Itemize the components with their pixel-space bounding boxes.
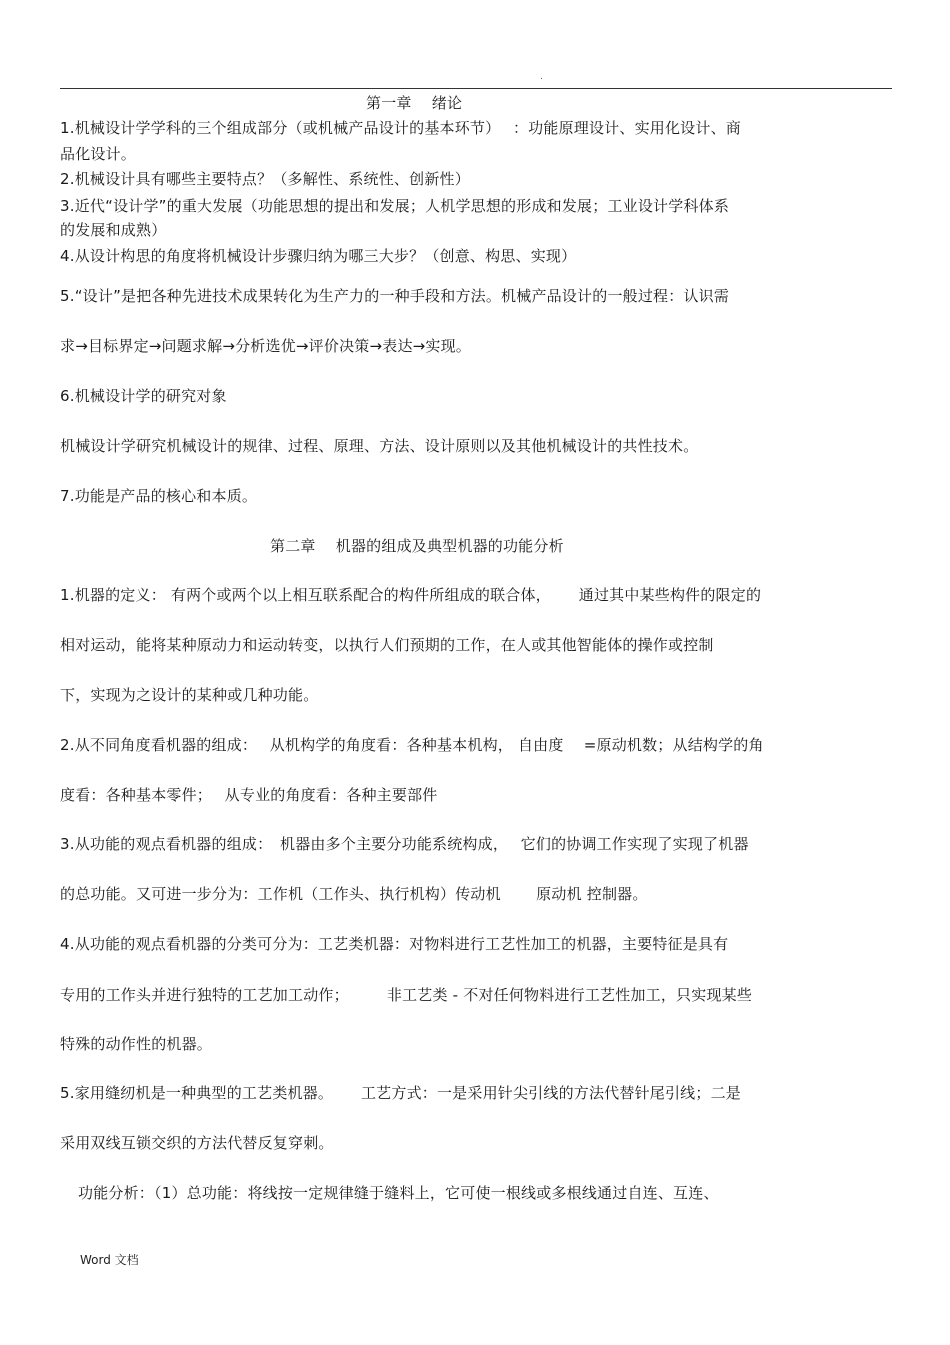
- ch1-line-11: 7.功能是产品的核心和本质。: [60, 487, 258, 505]
- ch2-line-4: 2.从不同角度看机器的组成： 从机构学的角度看：各种基本机构， 自由度 =原动机数；从结构学的角: [60, 736, 764, 754]
- header-rule: [60, 88, 892, 89]
- ch2-line-12: 采用双线互锁交织的方法代替反复穿刺。: [60, 1134, 334, 1152]
- ch1-line-9: 6.机械设计学的研究对象: [60, 387, 227, 405]
- ch2-line-5: 度看：各种基本零件； 从专业的角度看：各种主要部件: [60, 786, 438, 804]
- chapter1-title: 第一章 绪论: [366, 94, 463, 112]
- ch1-line-5: 的发展和成熟）: [60, 221, 167, 239]
- ch1-line-3: 2.机械设计具有哪些主要特点？（多解性、系统性、创新性）: [60, 170, 470, 188]
- ch2-line-13: 功能分析：（1）总功能：将线按一定规律缝于缝料上，它可使一根线或多根线通过自连、互连、: [78, 1184, 719, 1202]
- ch1-line-8: 求→目标界定→问题求解→分析选优→评价决策→表达→实现。: [60, 337, 472, 355]
- ch2-line-8: 4.从功能的观点看机器的分类可分为：工艺类机器：对物料进行工艺性加工的机器，主要特征是具有: [60, 935, 729, 953]
- ch2-line-2: 相对运动，能将某种原动力和运动转变，以执行人们预期的工作，在人或其他智能体的操作或控制: [60, 636, 714, 654]
- ch2-line-7: 的总功能。又可进一步分为：工作机（工作头、执行机构）传动机 原动机 控制器。: [60, 885, 648, 903]
- ch2-line-6: 3.从功能的观点看机器的组成： 机器由多个主要分功能系统构成， 它们的协调工作实现了实现了机器: [60, 835, 749, 853]
- header-dot: .: [540, 72, 543, 82]
- chapter2-title: 第二章 机器的组成及典型机器的功能分析: [270, 537, 564, 555]
- ch1-line-6: 4.从设计构思的角度将机械设计步骤归纳为哪三大步？（创意、构思、实现）: [60, 247, 577, 265]
- ch2-line-10: 特殊的动作性的机器。: [60, 1035, 213, 1053]
- ch2-line-3: 下，实现为之设计的某种或几种功能。: [60, 686, 319, 704]
- footer-label: Word 文档: [80, 1253, 139, 1267]
- ch1-line-7: 5.“设计”是把各种先进技术成果转化为生产力的一种手段和方法。机械产品设计的一般过程：认识需: [60, 287, 730, 305]
- ch2-line-1: 1.机器的定义： 有两个或两个以上相互联系配合的构件所组成的联合体， 通过其中某些构件的限定的: [60, 586, 762, 604]
- ch1-line-1: 1.机械设计学学科的三个组成部分（或机械产品设计的基本环节） ：功能原理设计、实用化设计、商: [60, 119, 741, 137]
- ch1-line-10: 机械设计学研究机械设计的规律、过程、原理、方法、设计原则以及其他机械设计的共性技术。: [60, 437, 699, 455]
- ch1-line-4: 3.近代“设计学”的重大发展（功能思想的提出和发展；人机学思想的形成和发展；工业设计学科体系: [60, 197, 730, 215]
- ch1-line-2: 品化设计。: [60, 145, 137, 163]
- ch2-line-11: 5.家用缝纫机是一种典型的工艺类机器。 工艺方式：一是采用针尖引线的方法代替针尾引线；二是: [60, 1084, 741, 1102]
- ch2-line-9: 专用的工作头并进行独特的工艺加工动作； 非工艺类 - 不对任何物料进行工艺性加工，只实现某些: [60, 986, 753, 1004]
